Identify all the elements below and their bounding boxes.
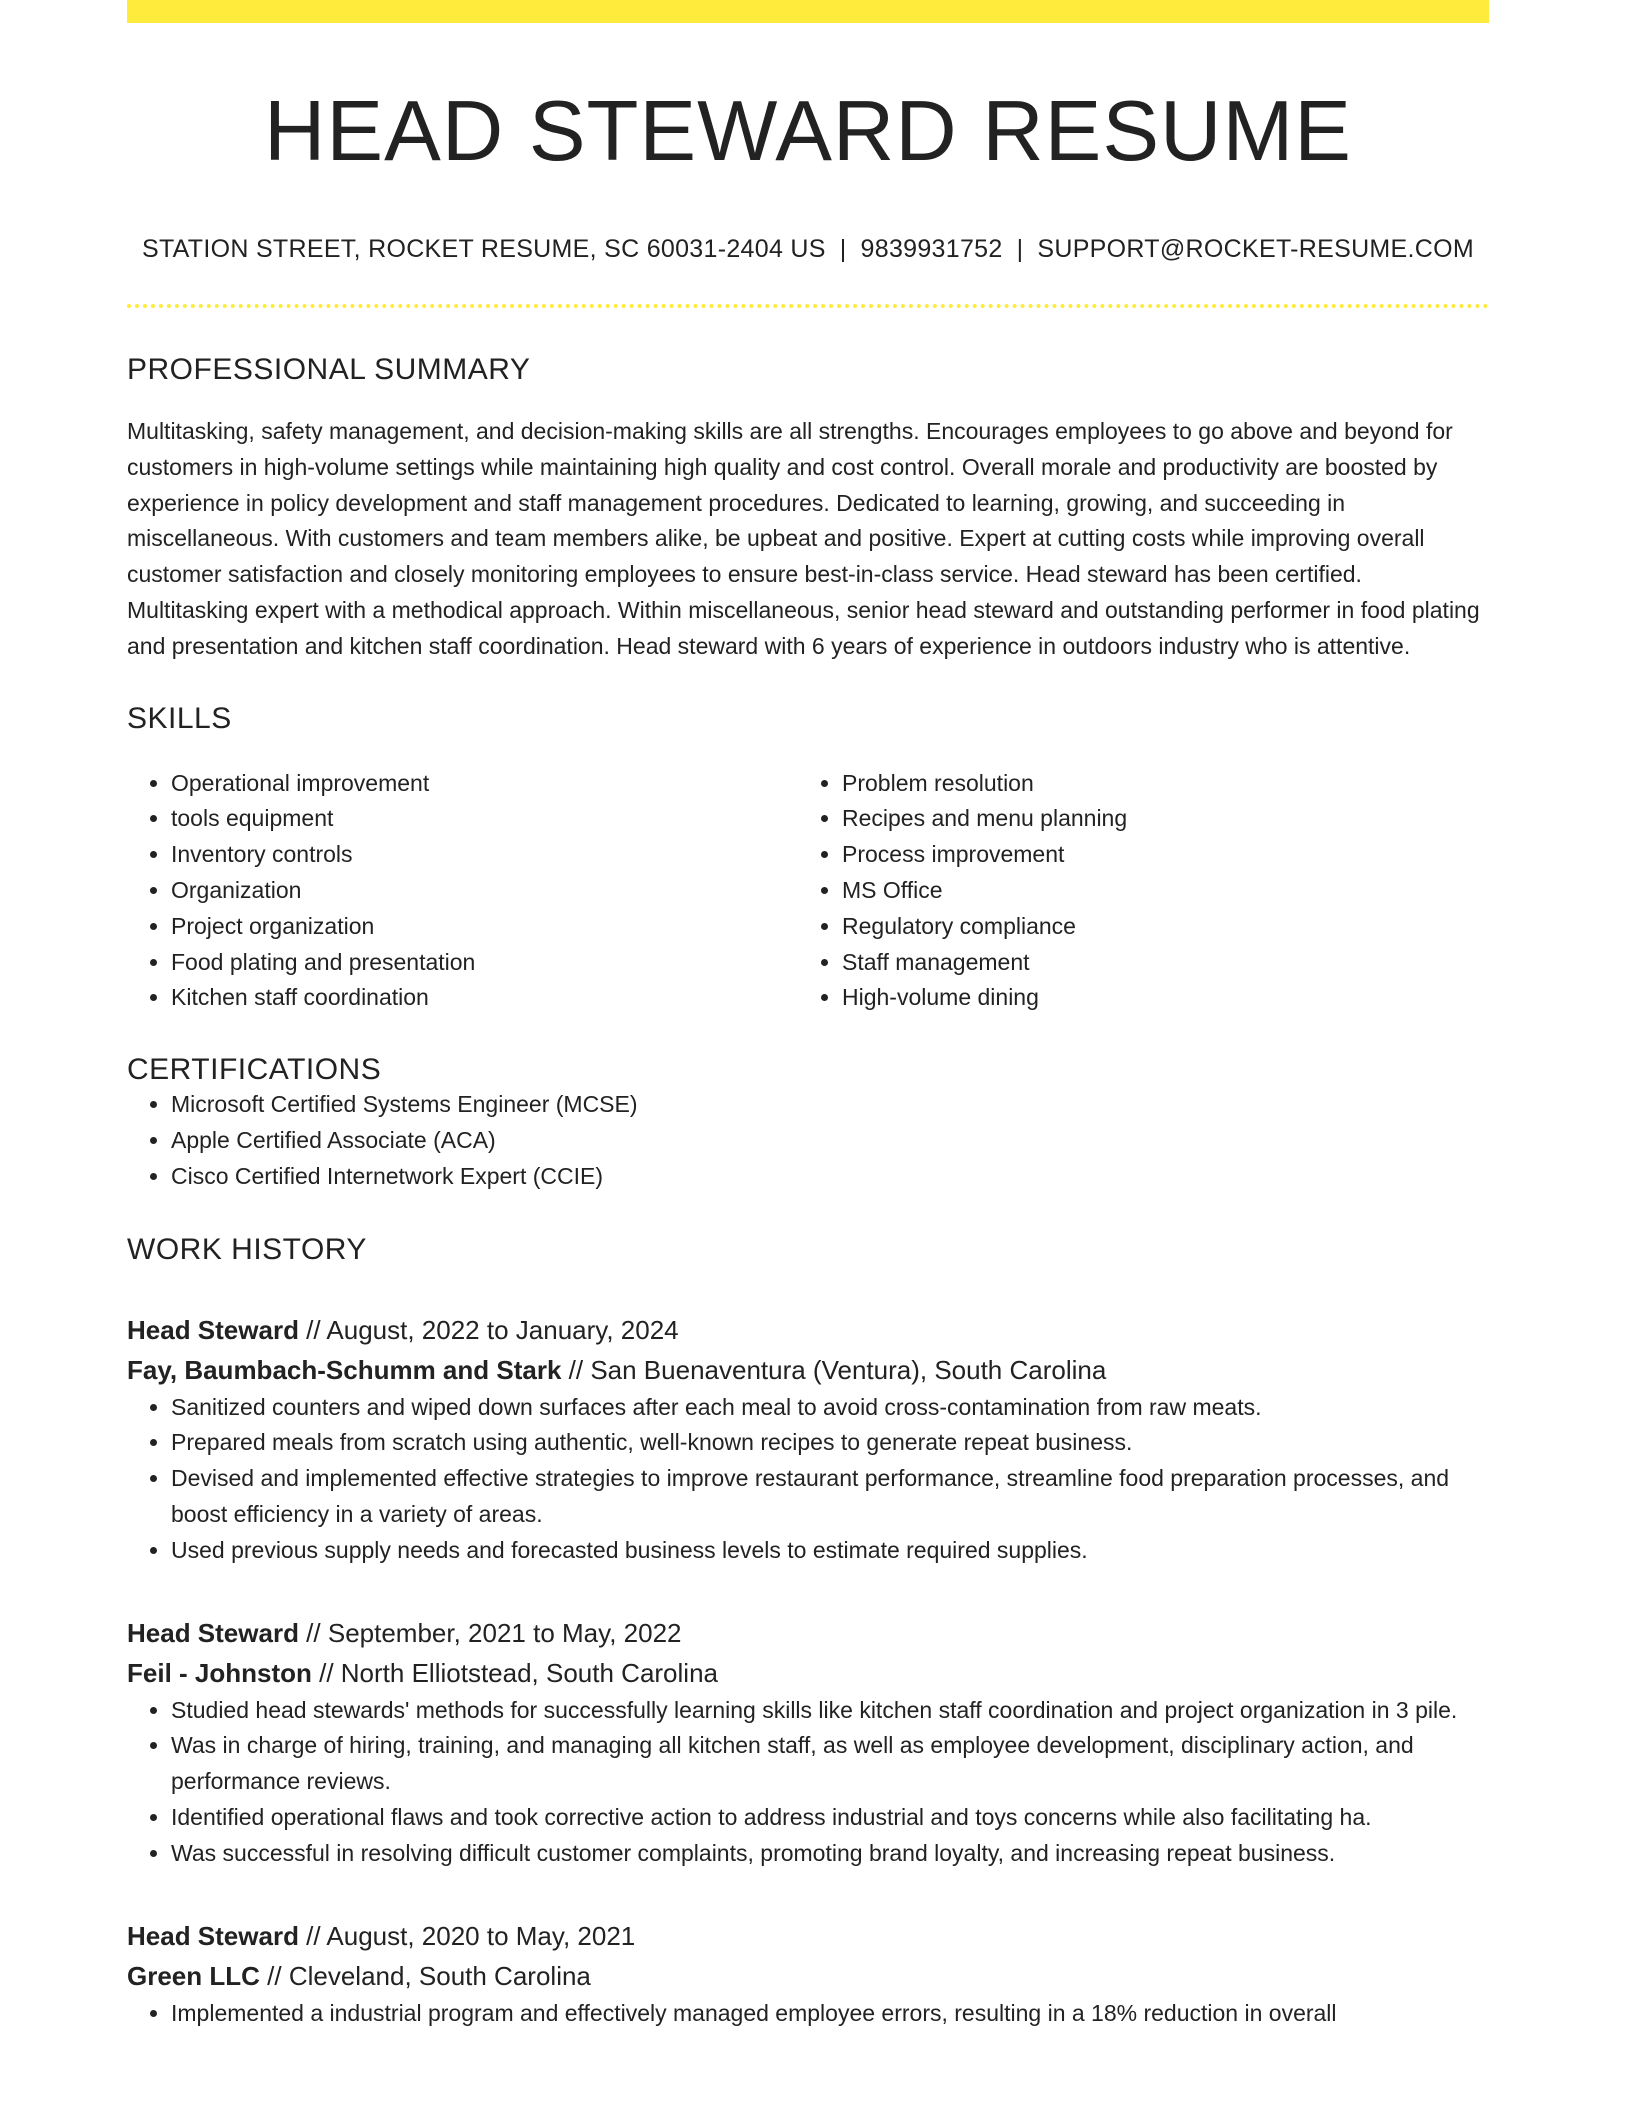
skill-item: • Problem resolution [842, 766, 1469, 802]
skill-item: • Project organization [171, 909, 798, 945]
job-duties-list [127, 1390, 1489, 1569]
job-title: Head Steward [127, 1314, 299, 1345]
certification-item: • Cisco Certified Internetwork Expert (CCIE) [171, 1159, 1489, 1195]
summary-heading: PROFESSIONAL SUMMARY [127, 353, 531, 386]
contact-line [127, 235, 1489, 264]
top-accent-bar [127, 0, 1489, 23]
job-location: // North Elliotstead, South Carolina [311, 1657, 718, 1688]
job-duty: • Was in charge of hiring, training, and managing all kitchen staff, as well as employee development, disciplinary action, and performance reviews. [171, 1728, 1489, 1800]
skill-item: • Kitchen staff coordination [171, 980, 798, 1016]
certifications-heading: CERTIFICATIONS [127, 1053, 382, 1087]
skills-list-left [127, 766, 798, 1017]
skill-item: • Process improvement [842, 837, 1469, 873]
header-divider [127, 304, 1489, 308]
job-duty: • Studied head stewards' methods for successfully learning skills like kitchen staff coordination and project organization in 3 pile. [171, 1693, 1489, 1729]
certification-item: • Microsoft Certified Systems Engineer (MCSE) [171, 1087, 1489, 1123]
contact-separator: | [839, 235, 847, 263]
job-duty: • Identified operational flaws and took corrective action to address industrial and toys concerns while also facilitating ha. [171, 1800, 1489, 1836]
job-company: Feil - Johnston [127, 1657, 312, 1688]
job-entry [127, 1310, 1489, 1569]
work-history-heading: WORK HISTORY [127, 1232, 367, 1266]
job-entry [127, 1613, 1489, 1872]
contact-address: STATION STREET, ROCKET RESUME, SC 60031-2404 US [141, 235, 826, 263]
skill-item: • Organization [171, 873, 798, 909]
job-title-line [127, 1310, 1489, 1350]
job-company-line [127, 1653, 1489, 1693]
job-dates: // August, 2022 to January, 2024 [298, 1314, 679, 1345]
job-duty: • Used previous supply needs and forecasted business levels to estimate required supplies. [171, 1533, 1489, 1569]
job-duty: • Sanitized counters and wiped down surfaces after each meal to avoid cross-contamination from raw meats. [171, 1390, 1489, 1426]
skill-item: • Inventory controls [171, 837, 798, 873]
job-duty: • Prepared meals from scratch using authentic, well-known recipes to generate repeat business. [171, 1425, 1489, 1461]
skills-heading: SKILLS [127, 701, 232, 735]
job-title: Head Steward [127, 1617, 299, 1648]
contact-phone[interactable]: 9839931752 [860, 235, 1003, 263]
skill-item: • High-volume dining [842, 980, 1469, 1016]
job-company: Green LLC [127, 1960, 260, 1991]
job-company-line [127, 1350, 1489, 1390]
job-location: // San Buenaventura (Ventura), South Carolina [561, 1354, 1107, 1385]
resume-page [127, 0, 1489, 2112]
certifications-list [127, 1087, 1489, 1194]
skills-grid [127, 766, 1489, 1017]
job-duties-list [127, 1693, 1489, 1872]
skill-item: • Staff management [842, 945, 1469, 981]
job-title-line [127, 1613, 1489, 1653]
job-duty: • Devised and implemented effective strategies to improve restaurant performance, streamline food preparation processes, and boost efficiency in a variety of areas. [171, 1461, 1489, 1533]
resume-title: HEAD STEWARD RESUME [264, 84, 1352, 179]
skill-item: • Operational improvement [171, 766, 798, 802]
skills-list-right [798, 766, 1469, 1017]
job-title-line [127, 1916, 1489, 1956]
job-duty: • Was successful in resolving difficult customer complaints, promoting brand loyalty, and increasing repeat business. [171, 1836, 1489, 1872]
job-duty: • Implemented a industrial program and effectively managed employee errors, resulting in a 18% reduction in overall [171, 1996, 1489, 2032]
job-company: Fay, Baumbach-Schumm and Stark [127, 1354, 562, 1385]
skill-item: • Food plating and presentation [171, 945, 798, 981]
skill-item: • MS Office [842, 873, 1469, 909]
job-duties-list [127, 1996, 1489, 2032]
contact-email[interactable]: SUPPORT@ROCKET-RESUME.COM [1037, 235, 1475, 263]
certification-item: • Apple Certified Associate (ACA) [171, 1123, 1489, 1159]
job-title: Head Steward [127, 1920, 299, 1951]
job-entry [127, 1916, 1489, 2032]
summary-text: Multitasking, safety management, and decision-making skills are all strengths. Encourages employees to go above and beyond for customers in high-volume settings while maintaining high quality and cost control. Overall morale and productivity are boosted by experience in policy development and staff management procedures. Dedicated to learning, growing, and succeeding in miscellaneous. With customers and team members alike, be upbeat and positive. Expert at cutting costs while improving overall customer satisfaction and closely monitoring employees to ensure best-in-class service. Head steward has been certified. Multitasking expert with a methodical approach. Within miscellaneous, senior head steward and outstanding performer in food plating and presentation and kitchen staff coordination. Head steward with 6 years of experience in outdoors industry who is attentive. [127, 418, 1480, 659]
contact-separator: | [1016, 235, 1024, 263]
skill-item: • Recipes and menu planning [842, 801, 1469, 837]
skill-item: • Regulatory compliance [842, 909, 1469, 945]
skill-item: • tools equipment [171, 801, 798, 837]
job-dates: // August, 2020 to May, 2021 [298, 1920, 636, 1951]
job-company-line [127, 1956, 1489, 1996]
skills-column-right [798, 766, 1469, 1017]
job-dates: // September, 2021 to May, 2022 [298, 1617, 682, 1648]
job-location: // Cleveland, South Carolina [259, 1960, 591, 1991]
skills-column-left [127, 766, 798, 1017]
